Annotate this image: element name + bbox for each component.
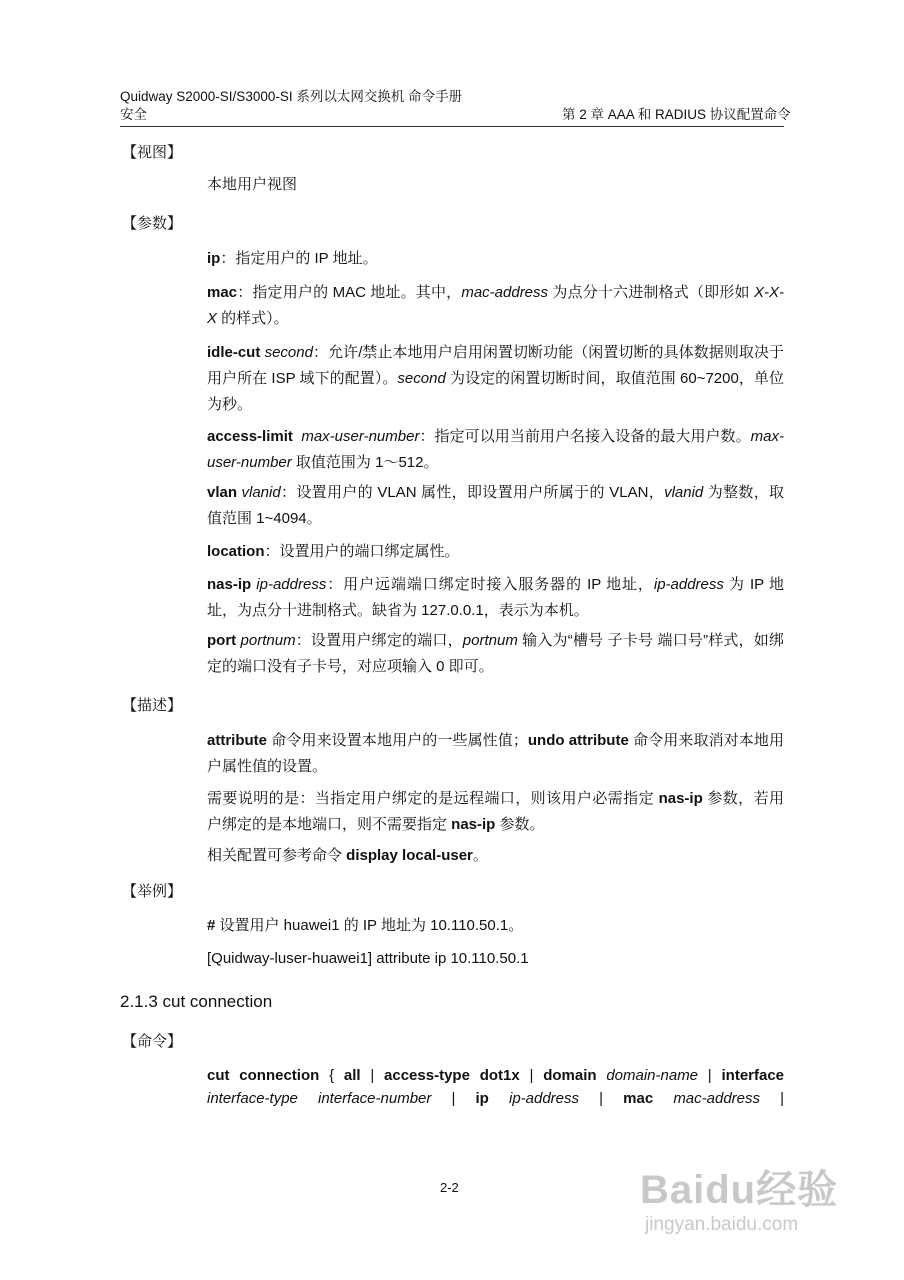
desc-paragraph-1: attribute 命令用来设置本地用户的一些属性值；undo attribute 命令用来取消对本地用户属性值的设置。 bbox=[207, 732, 784, 775]
view-text: 本地用户视图 bbox=[207, 176, 298, 193]
desc-heading: 【描述】 bbox=[122, 697, 183, 714]
param-idle-cut: idle-cut second：允许/禁止本地用户启用闲置切断功能（闲置切断的具体数据则取决于用户所在 ISP 域下的配置）。second 为设定的闲置切断时间，取值范围 60~7200，单位为秒。 bbox=[207, 344, 785, 413]
header-rule bbox=[120, 126, 784, 127]
param-access-limit: access-limit max-user-number：指定可以用当前用户名接入设备的最大用户数。max-user-number 取值范围为 1～512。 bbox=[207, 428, 784, 471]
param-nas-ip: nas-ip ip-address：用户远端端口绑定时接入服务器的 IP 地址，ip-address 为 IP 地址，为点分十进制格式。缺省为 127.0.0.1，表示为本机。 bbox=[207, 576, 784, 619]
subsection-title: 2.1.3 cut connection bbox=[120, 992, 273, 1011]
example-heading: 【举例】 bbox=[122, 883, 183, 900]
command-syntax-line-1: cut connection { all | access-type dot1x | domain domain-name | interface bbox=[207, 1067, 785, 1084]
baidu-watermark bbox=[640, 1150, 860, 1250]
view-heading: 【视图】 bbox=[122, 144, 183, 161]
header-title: Quidway S2000-SI/S3000-SI 系列以太网交换机 命令手册 bbox=[120, 89, 463, 104]
watermark-url: jingyan.baidu.com bbox=[645, 1214, 799, 1235]
example-comment: # 设置用户 huawei1 的 IP 地址为 10.110.50.1。 bbox=[207, 917, 524, 934]
header-section: 安全 bbox=[120, 107, 147, 122]
param-mac: mac：指定用户的 MAC 地址。其中，mac-address 为点分十六进制格式（即形如 X-X-X 的样式）。 bbox=[207, 284, 784, 327]
desc-paragraph-2: 需要说明的是：当指定用户绑定的是远程端口，则该用户必需指定 nas-ip 参数，若用户绑定的是本地端口，则不需要指定 nas-ip 参数。 bbox=[207, 790, 785, 833]
param-location: location：设置用户的端口绑定属性。 bbox=[207, 543, 460, 560]
example-command: [Quidway-luser-huawei1] attribute ip 10.110.50.1 bbox=[207, 950, 529, 967]
param-port: port portnum：设置用户绑定的端口，portnum 输入为“槽号 子卡号 端口号”样式，如绑定的端口没有子卡号，对应项输入 0 即可。 bbox=[207, 632, 784, 675]
header-chapter: 第 2 章 AAA 和 RADIUS 协议配置命令 bbox=[562, 107, 791, 122]
watermark-logo: Baidu经验 bbox=[640, 1168, 839, 1212]
command-heading: 【命令】 bbox=[122, 1033, 183, 1050]
desc-paragraph-3: 相关配置可参考命令 display local-user。 bbox=[207, 847, 488, 864]
params-heading: 【参数】 bbox=[122, 215, 183, 232]
command-syntax-line-2: interface-type interface-number | ip ip-address | mac mac-address | bbox=[207, 1090, 785, 1107]
param-ip-keyword: ip bbox=[207, 250, 221, 267]
param-vlan: vlan vlanid：设置用户的 VLAN 属性，即设置用户所属于的 VLAN，vlanid 为整数，取值范围 1~4094。 bbox=[207, 484, 785, 527]
param-ip: ip：指定用户的 IP 地址。 bbox=[207, 250, 378, 267]
page-number: 2-2 bbox=[440, 1180, 459, 1195]
